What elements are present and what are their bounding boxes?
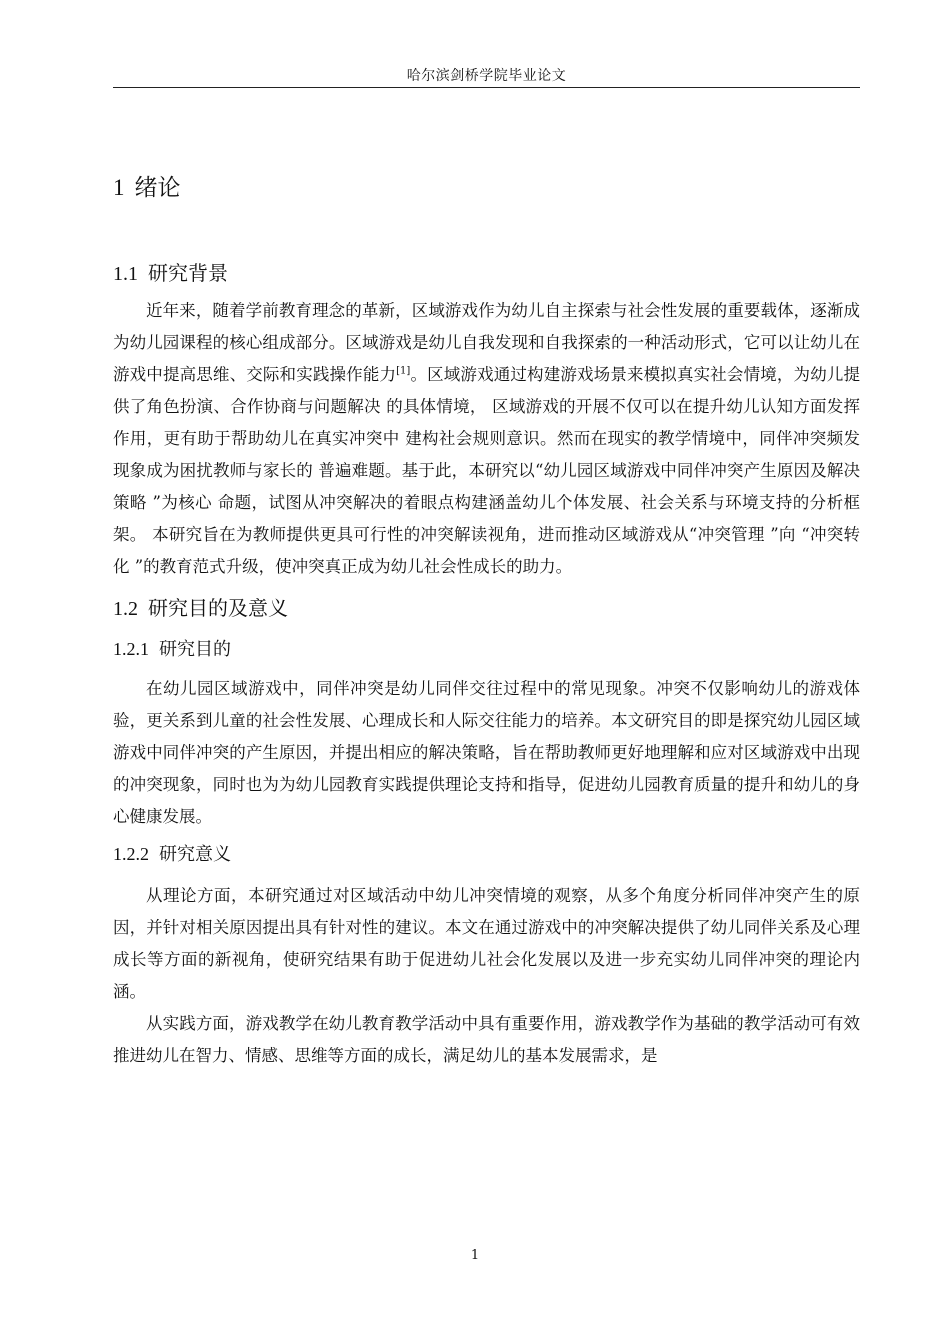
section-number: 1.1 — [113, 263, 138, 285]
section-title: 研究目的及意义 — [148, 596, 288, 620]
subsection-number: 1.2.1 — [113, 639, 149, 659]
subsection-title: 研究意义 — [159, 844, 231, 865]
subsection-heading-1-2-2 — [113, 837, 860, 872]
paragraph-research-purpose: 在幼儿园区域游戏中，同伴冲突是幼儿同伴交往过程中的常见现象。冲突不仅影响幼儿的游戏体验，更关系到儿童的社会性发展、心理成长和人际交往能力的培养。本文研究目的即是探究幼儿园区域游戏中同伴冲突的产生原因，并提出相应的解决策略，旨在帮助教师更好地理解和应对区域游戏中出现的冲突现象，同时也为为幼儿园教育实践提供理论支持和指导，促进幼儿园教育质量的提升和幼儿的身心健康发展。 — [113, 679, 860, 826]
header-rule — [113, 87, 860, 88]
paragraph-practical-significance: 从实践方面，游戏教学在幼儿教育教学活动中具有重要作用，游戏教学作为基础的教学活动可有效推进幼儿在智力、情感、思维等方面的成长，满足幼儿的基本发展需求，是 — [113, 1014, 860, 1065]
page-number: 1 — [470, 1248, 480, 1263]
page-content — [113, 168, 860, 1072]
paragraph-text-part-1: 近年来，随着学前教育理念的革新，区域游戏作为幼儿自主探索与社会性发展的重要载体，逐渐成为幼儿园课程的核心组成部分。区域游戏是幼儿自我发现和自我探索的一种活动形式，它可以让幼儿在游戏中提高思维、交际和实践操作能力 — [113, 301, 860, 384]
running-header: 哈尔滨剑桥学院毕业论文 — [406, 68, 567, 84]
chapter-title: 绪论 — [134, 175, 181, 201]
section-title: 研究背景 — [148, 261, 228, 285]
subsection-heading-1-2-1 — [113, 632, 860, 667]
chapter-heading — [113, 168, 860, 208]
subsection-number: 1.2.2 — [113, 844, 149, 864]
paragraph-research-background — [113, 295, 860, 583]
subsection-title: 研究目的 — [159, 639, 231, 660]
paragraph-theoretical-significance: 从理论方面，本研究通过对区域活动中幼儿冲突情境的观察，从多个角度分析同伴冲突产生的原因，并针对相关原因提出具有针对性的建议。本文在通过游戏中的冲突解决提供了幼儿同伴关系及心理成长等方面的新视角，使研究结果有助于促进幼儿社会化发展以及进一步充实幼儿同伴冲突的理论内涵。 — [113, 886, 860, 1001]
citation-ref[interactable]: [1] — [396, 365, 411, 377]
chapter-number: 1 — [113, 175, 125, 200]
section-heading-1-1 — [113, 256, 860, 291]
section-heading-1-2 — [113, 591, 860, 626]
section-number: 1.2 — [113, 598, 138, 620]
paragraph-text-part-2: 。区域游戏通过构建游戏场景来模拟真实社会情境，为幼儿提供了角色扮演、合作协商与问题解决 的具体情境， 区域游戏的开展不仅可以在提升幼儿认知方面发挥作用，更有助于帮助幼儿在真实冲突中 建构社会规则意识。然而在现实的教学情境中，同伴冲突频发现象成为困扰教师与家长的 普遍难题。基于此，本研究以“幼儿园区域游戏中同伴冲突产生原因及解决策略 ”为核心 命题，试图从冲突解决的着眼点构建涵盖幼儿个体发展、社会关系与环境支持的分析框架。 本研究旨在为教师提供更具可行性的冲突解读视角，进而推动区域游戏从“冲突管理 ”向 “冲突转化 ”的教育范式升级，使冲突真正成为幼儿社会性成长的助力。 — [113, 365, 861, 576]
